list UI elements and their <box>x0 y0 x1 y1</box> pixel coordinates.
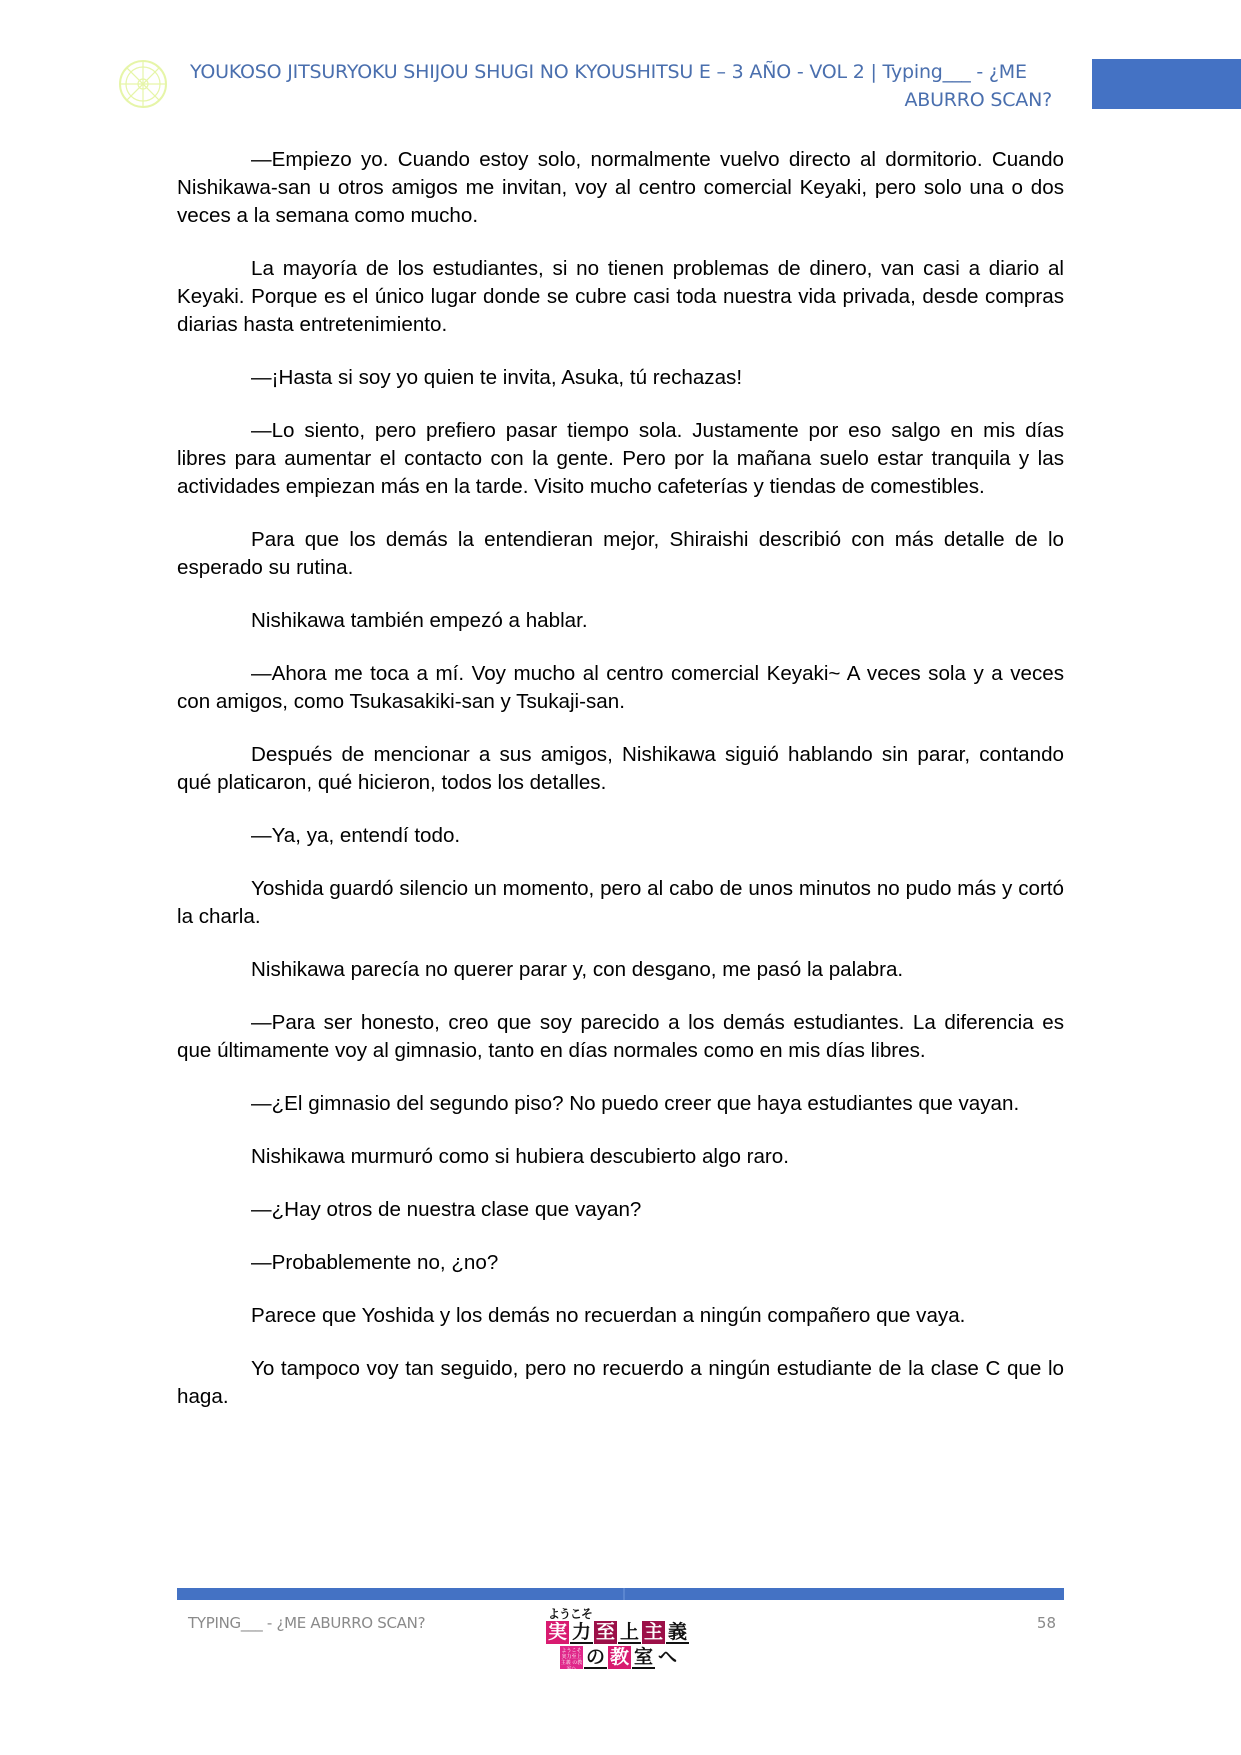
page-number: 58 <box>1036 1614 1056 1632</box>
footer-credit: TYPING___ - ¿ME ABURRO SCAN? <box>188 1614 426 1632</box>
logo-kanji: 教 <box>609 1646 629 1668</box>
logo-kanji: 室 <box>633 1646 653 1668</box>
paragraph: —Para ser honesto, creo que soy parecido a los demás estudiantes. La diferencia es que últimamente voy al gimnasio, tanto en días normales como en mis días libres. <box>177 1011 1064 1062</box>
paragraph: —¿El gimnasio del segundo piso? No puedo creer que haya estudiantes que vayan. <box>251 1092 1020 1115</box>
paragraph: Yo tampoco voy tan seguido, pero no recuerdo a ningún estudiante de la clase C que lo haga. <box>177 1357 1064 1408</box>
series-logo-row2 <box>560 1646 680 1672</box>
logo-kanji: 実 <box>547 1621 567 1643</box>
logo-kanji: 主 <box>643 1621 663 1643</box>
paragraph: —Ya, ya, entendí todo. <box>251 824 461 847</box>
header-title-line1: YOUKOSO JITSURYOKU SHIJOU SHUGI NO KYOUSHITSU E – 3 AÑO - VOL 2 | Typing___ - ¿ME <box>190 61 1027 83</box>
dharma-wheel-icon <box>118 59 168 109</box>
paragraph: —¿Hay otros de nuestra clase que vayan? <box>251 1198 642 1221</box>
page-body <box>177 146 1064 1436</box>
series-logo-row1 <box>546 1621 690 1644</box>
paragraph: —Empiezo yo. Cuando estoy solo, normalmente vuelvo directo al dormitorio. Cuando Nishikawa-san u otros amigos me invitan, voy al centro comercial Keyaki, pero solo una o dos veces a la semana como mucho. <box>177 148 1064 227</box>
logo-kanji: 至 <box>595 1621 615 1643</box>
header-title-line2: ABURRO SCAN? <box>904 89 1052 111</box>
logo-kanji: 義 <box>667 1621 687 1643</box>
paragraph: —Lo siento, pero prefiero pasar tiempo sola. Justamente por eso salgo en mis días libres para aumentar el contacto con la gente. Pero por la mañana suelo estar tranquila y las actividades empiezan más en la tarde. Visito mucho cafeterías y tiendas de comestibles. <box>177 419 1064 498</box>
series-logo-top-text: ようこそ <box>548 1607 593 1621</box>
document-header-title <box>190 58 1052 114</box>
paragraph: Después de mencionar a sus amigos, Nishikawa siguió hablando sin parar, contando qué platicaron, qué hicieron, todos los detalles. <box>177 743 1064 794</box>
footer-divider <box>177 1588 1064 1600</box>
logo-kanji: へ <box>657 1646 677 1668</box>
paragraph: Parece que Yoshida y los demás no recuerdan a ningún compañero que vaya. <box>251 1304 966 1327</box>
logo-kanji: 上 <box>619 1621 639 1643</box>
paragraph: Nishikawa murmuró como si hubiera descubierto algo raro. <box>251 1145 789 1168</box>
logo-kanji: 力 <box>571 1621 591 1643</box>
paragraph: Nishikawa también empezó a hablar. <box>251 609 588 632</box>
logo-tiny-text: ようこそ 実力至上主義 の教室へ <box>560 1648 583 1672</box>
header-accent-bar <box>1092 59 1241 109</box>
paragraph: Yoshida guardó silencio un momento, pero al cabo de unos minutos no pudo más y cortó la charla. <box>177 877 1064 928</box>
footer-divider-seam <box>623 1588 625 1600</box>
logo-kanji: の <box>585 1646 605 1668</box>
paragraph: —Ahora me toca a mí. Voy mucho al centro comercial Keyaki~ A veces sola y a veces con amigos, como Tsukasakiki-san y Tsukaji-san. <box>177 662 1064 713</box>
paragraph: La mayoría de los estudiantes, si no tienen problemas de dinero, van casi a diario al Keyaki. Porque es el único lugar donde se cubre casi toda nuestra vida privada, desde compras diarias hasta entretenimiento. <box>177 257 1064 336</box>
header-logo <box>118 59 168 109</box>
paragraph: Para que los demás la entendieran mejor, Shiraishi describió con más detalle de lo esperado su rutina. <box>177 528 1064 579</box>
paragraph: —¡Hasta si soy yo quien te invita, Asuka, tú rechazas! <box>251 366 743 389</box>
paragraph: Nishikawa parecía no querer parar y, con desgano, me pasó la palabra. <box>251 958 904 981</box>
series-logo <box>546 1605 696 1675</box>
paragraph: —Probablemente no, ¿no? <box>251 1251 499 1274</box>
